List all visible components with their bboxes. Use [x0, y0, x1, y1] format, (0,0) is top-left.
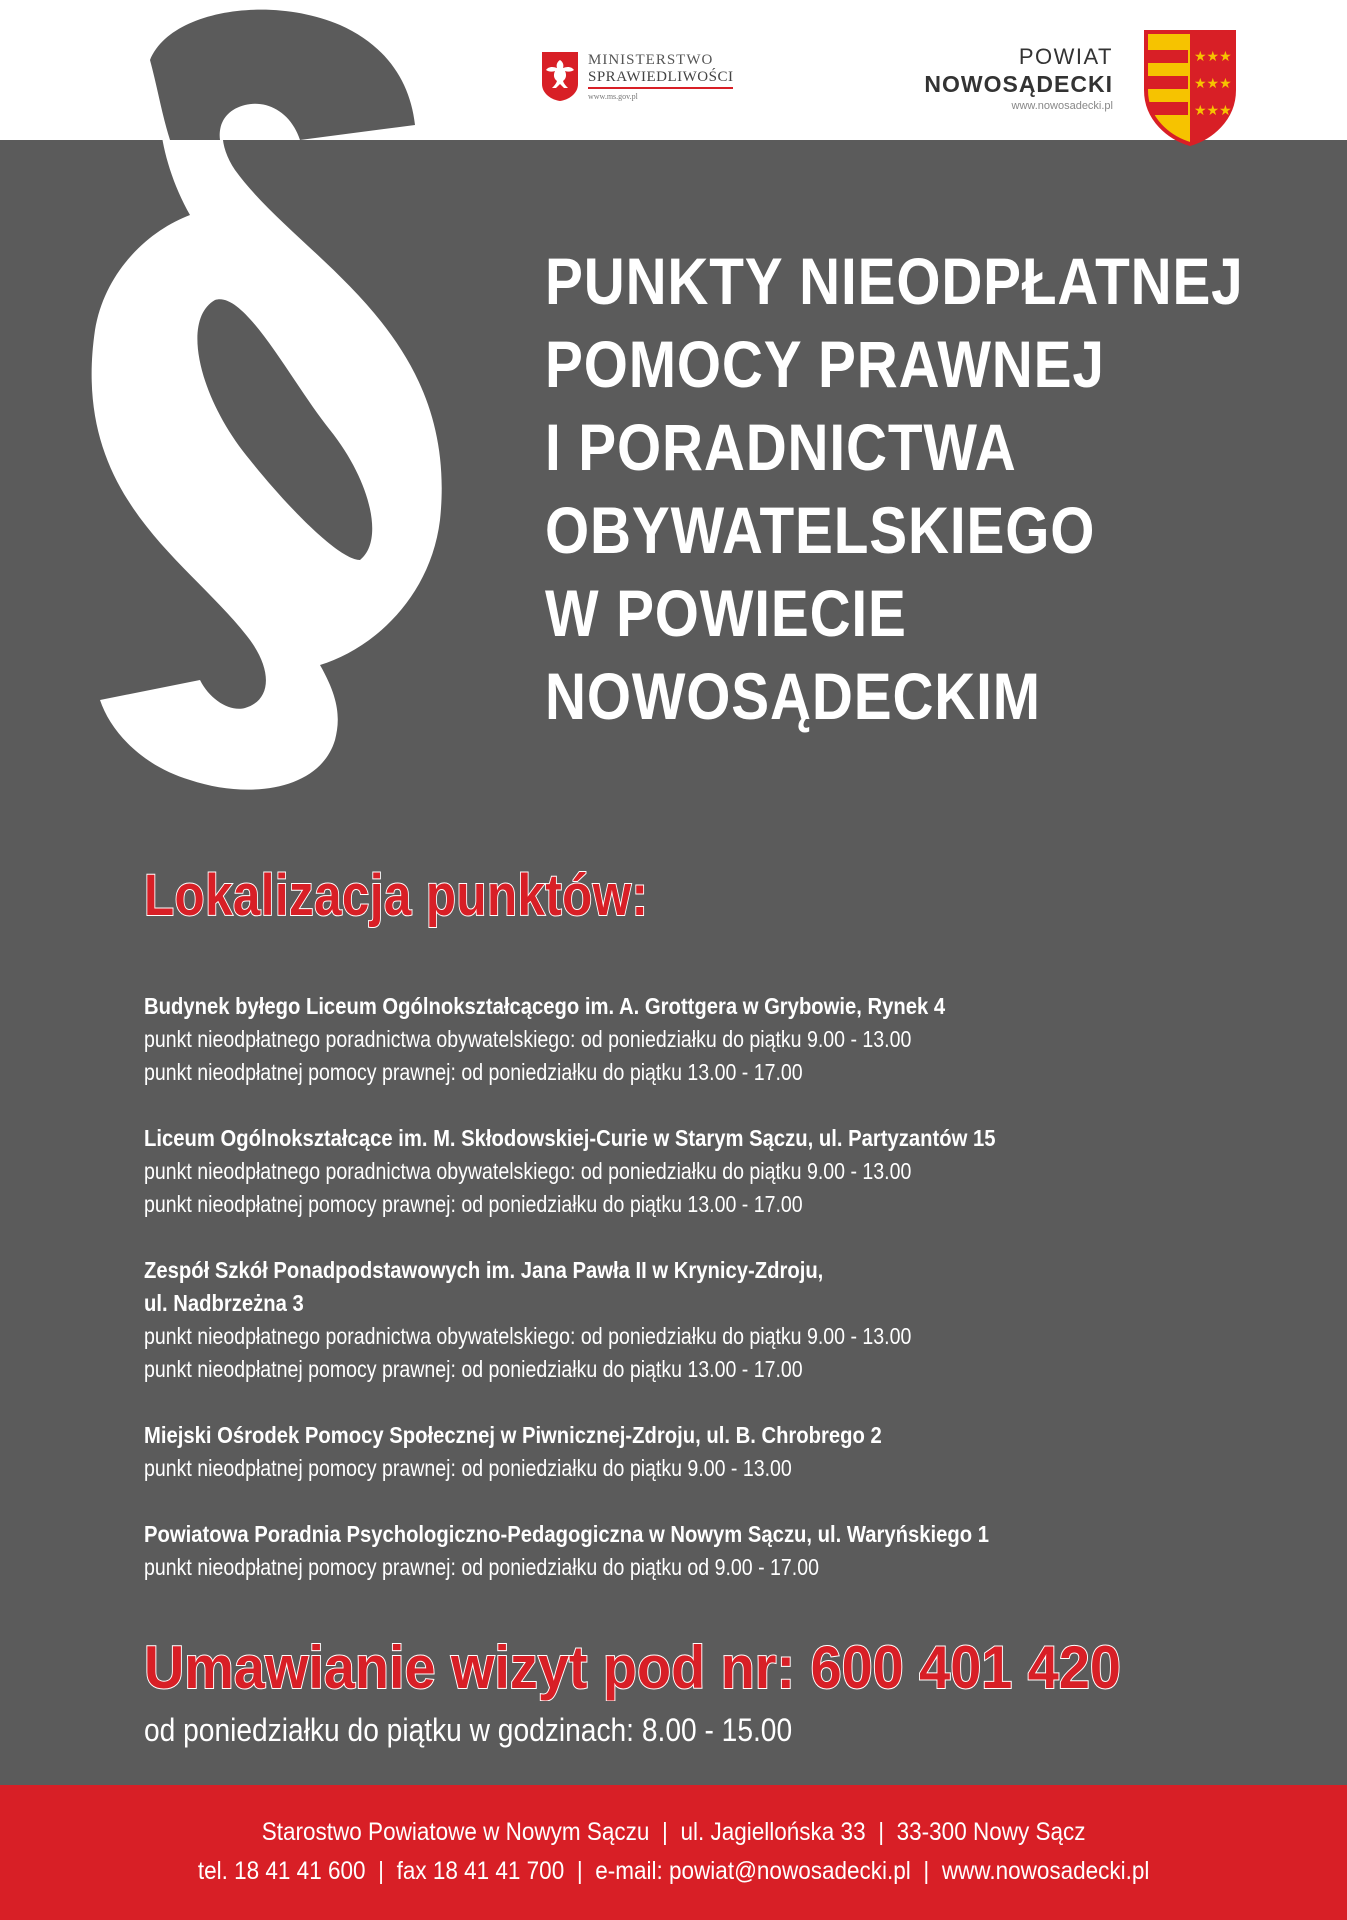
location-hours: punkt nieodpłatnego poradnictwa obywatelskiego: od poniedziałku do piątku 9.00 - 13.00: [144, 1026, 912, 1052]
poster-title: [545, 240, 1244, 738]
location-item: [144, 990, 1324, 1089]
appointment-heading: Umawianie wizyt pod nr: 600 401 420: [144, 1634, 1121, 1701]
footer-address: Starostwo Powiatowe w Nowym Sączu | ul. Jagiellońska 33 | 33-300 Nowy Sącz: [261, 1818, 1086, 1846]
location-hours: punkt nieodpłatnej pomocy prawnej: od poniedziałku do piątku 13.00 - 17.00: [144, 1059, 803, 1085]
location-item: [144, 1518, 1324, 1584]
powiat-logo: [924, 44, 1113, 114]
svg-text:★★★: ★★★: [1194, 103, 1232, 119]
ministry-name-line2: SPRAWIEDLIWOŚCI: [588, 69, 733, 89]
title-line: NOWOSĄDECKIM: [545, 659, 1041, 733]
location-name: ul. Nadbrzeżna 3: [144, 1290, 304, 1316]
appointment-hours: od poniedziałku do piątku w godzinach: 8.00 - 15.00: [144, 1712, 793, 1748]
footer-street: ul. Jagiellońska 33: [680, 1818, 866, 1846]
location-name: Miejski Ośrodek Pomocy Społecznej w Piwnicznej-Zdroju, ul. B. Chrobrego 2: [144, 1422, 882, 1448]
ministry-url: www.ms.gov.pl: [588, 91, 638, 101]
location-hours: punkt nieodpłatnej pomocy prawnej: od poniedziałku do piątku 13.00 - 17.00: [144, 1191, 803, 1217]
locations-heading: Lokalizacja punktów:: [144, 863, 649, 928]
footer-fax: fax 18 41 41 700: [396, 1857, 565, 1885]
locations-list: [144, 990, 1324, 1617]
location-hours: punkt nieodpłatnego poradnictwa obywatelskiego: od poniedziałku do piątku 9.00 - 13.00: [144, 1323, 912, 1349]
title-line: W POWIECIE: [545, 576, 907, 650]
ministry-logo: [540, 48, 733, 104]
footer-email: e-mail: powiat@nowosadecki.pl: [595, 1857, 911, 1885]
section-sign-icon: [40, 0, 480, 800]
title-line: PUNKTY NIEODPŁATNEJ: [545, 244, 1244, 318]
title-line: POMOCY PRAWNEJ: [545, 327, 1105, 401]
ministry-name-line1: MINISTERSTWO: [588, 51, 714, 68]
title-line: OBYWATELSKIEGO: [545, 493, 1096, 567]
location-name: Budynek byłego Liceum Ogólnokształcącego im. A. Grottgera w Grybowie, Rynek 4: [144, 993, 946, 1019]
location-name: Liceum Ogólnokształcące im. M. Skłodowskiej-Curie w Starym Sączu, ul. Partyzantów 15: [144, 1125, 996, 1151]
footer-contact: tel. 18 41 41 600 | fax 18 41 41 700 | e-mail: powiat@nowosadecki.pl | www.nowosadecki.pl: [197, 1857, 1150, 1885]
powiat-url: www.nowosadecki.pl: [1011, 100, 1113, 112]
location-name: Zespół Szkół Ponadpodstawowych im. Jana Pawła II w Krynicy-Zdroju,: [144, 1257, 824, 1283]
coat-of-arms-icon: [1140, 28, 1240, 148]
footer-website: www.nowosadecki.pl: [941, 1857, 1150, 1885]
footer-phone: tel. 18 41 41 600: [197, 1857, 366, 1885]
location-hours: punkt nieodpłatnej pomocy prawnej: od poniedziałku do piątku 13.00 - 17.00: [144, 1356, 803, 1382]
location-hours: punkt nieodpłatnej pomocy prawnej: od poniedziałku do piątku 9.00 - 13.00: [144, 1455, 792, 1481]
location-hours: punkt nieodpłatnej pomocy prawnej: od poniedziałku do piątku od 9.00 - 17.00: [144, 1554, 819, 1580]
location-name: Powiatowa Poradnia Psychologiczno-Pedagogiczna w Nowym Sączu, ul. Waryńskiego 1: [144, 1521, 990, 1547]
title-line: I PORADNICTWA: [545, 410, 1017, 484]
location-item: [144, 1254, 1324, 1386]
polish-eagle-icon: [540, 50, 580, 102]
svg-text:★★★: ★★★: [1194, 49, 1232, 65]
footer-office: Starostwo Powiatowe w Nowym Sączu: [261, 1818, 650, 1846]
svg-text:★★★: ★★★: [1194, 76, 1232, 92]
footer-city: 33-300 Nowy Sącz: [896, 1818, 1086, 1846]
location-item: [144, 1419, 1324, 1485]
powiat-line2: NOWOSĄDECKI: [924, 71, 1113, 97]
location-hours: punkt nieodpłatnego poradnictwa obywatelskiego: od poniedziałku do piątku 9.00 - 13.00: [144, 1158, 912, 1184]
powiat-line1: POWIAT: [1018, 44, 1113, 69]
footer-band: [0, 1785, 1347, 1920]
location-item: [144, 1122, 1324, 1221]
